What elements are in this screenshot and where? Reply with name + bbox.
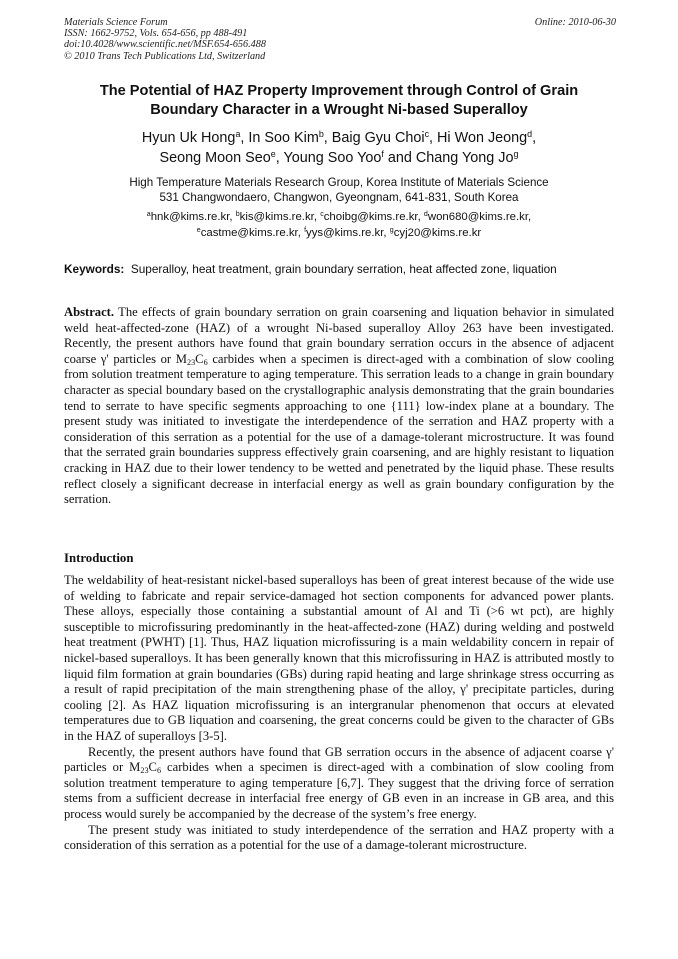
abstract-subscript: 6 <box>203 357 208 367</box>
email-address[interactable]: choibg@kims.re.kr <box>323 211 418 223</box>
formula-subscript: 6 <box>156 766 162 776</box>
paragraph: The present study was initiated to study interdependence of the serration and HAZ property with a consideration of this serration as a potential for the use of a damage-tolerant microstructure. <box>64 822 614 853</box>
keywords-label: Keywords: <box>64 262 125 276</box>
abstract-formula-c: C <box>195 351 204 366</box>
email-address[interactable]: kis@kims.re.kr <box>239 211 314 223</box>
formula-subscript: 23 <box>140 766 149 776</box>
email-list <box>64 210 614 241</box>
paper-title <box>64 82 614 119</box>
copyright-line: © 2010 Trans Tech Publications Ltd, Switzerland <box>64 50 266 62</box>
email-mark: a <box>146 211 151 219</box>
abstract-subscript: 23 <box>186 357 196 367</box>
author-name: In Soo Kim <box>248 130 319 146</box>
author-mark: c <box>424 129 430 140</box>
author-mark: g <box>513 149 519 160</box>
doi-line: doi:10.4028/www.scientific.net/MSF.654-656.488 <box>64 39 266 51</box>
abstract-text-2: carbides when a specimen is direct-aged with a combination of slow cooling from solution treatment temperature to aging temperature. This serration leads to a change in grain boundary character as special boundary based on the crystallographic analysis demonstrating that the grain boundaries tend to serrate to have specific segments approaching to one {111} low-index plane at a boundary. The present study was initiated to investigate the interdependence of the serration and HAZ property with a consideration of this serration as a potential for the use of a damage-tolerant microstructure. It was found that the serrated grain boundaries suppress effectively grain coarsening, and are highly resistant to liquation cracking in HAZ due to their lower tendency to be wetted and penetrated by the liquid phase. These results reflect closely a significant decrease in interfacial energy as well as grain boundary configuration by the serration. <box>64 351 614 507</box>
title-line-1: The Potential of HAZ Property Improvement through Control of Grain <box>99 83 579 99</box>
author-name: Baig Gyu Choi <box>331 130 425 146</box>
author-name: Hi Won Jeong <box>437 130 528 146</box>
abstract-label: Abstract. <box>64 305 115 319</box>
title-line-2: Boundary Character in a Wrought Ni-based Superalloy <box>150 101 528 118</box>
author-name: Hyun Uk Hong <box>141 130 236 146</box>
email-address[interactable]: cyj20@kims.re.kr <box>393 226 482 239</box>
email-mark: e <box>196 226 201 234</box>
email-mark: f <box>304 226 307 234</box>
email-line-2: $^e$castme@kims.re.kr, $^f$yys@kims.re.kr, $^g$cyj20@kims.re.kr <box>196 226 482 239</box>
email-mark: d <box>423 211 428 219</box>
affiliation <box>64 176 614 206</box>
author-name: Young Soo Yoo <box>283 150 382 166</box>
formula-c: C <box>148 760 157 775</box>
affiliation-line-2: 531 Changwondaero, Changwon, Gyeongnam, 641-831, South Korea <box>159 190 519 204</box>
author-name: Chang Yong Jo <box>415 150 514 166</box>
keywords-text: Superalloy, heat treatment, grain boundary serration, heat affected zone, liquation <box>130 262 557 276</box>
email-address[interactable]: won680@kims.re.kr <box>427 211 529 223</box>
journal-header <box>64 17 616 62</box>
abstract <box>64 305 614 508</box>
author-mark: e <box>270 149 276 160</box>
paragraph-text: carbides when a specimen is direct-aged with a combination of slow cooling from solution treatment temperature to aging temperature [6,7]. They suggest that the driving force of serration stems from a sufficient decrease in interfacial free energy of GB even in an increase in GB area, and this process would surely be accompanied by the decrease of the system’s free energy. <box>64 760 614 821</box>
affiliation-line-1: High Temperature Materials Research Group, Korea Institute of Materials Science <box>129 176 549 189</box>
author-line-1: Hyun Uk Hong$^a$, In Soo Kim$^b$, Baig Gyu Choi$^c$, Hi Won Jeong$^d$, <box>141 129 537 146</box>
paragraph: The weldability of heat-resistant nickel-based superalloys has been of great interest because of the wide use of welding to fabricate and repair service-damaged hot section components for advanced power plants. These alloys, especially those containing a substantial amount of Al and Ti (>6 wt pct), are highly susceptible to microfissuring predominantly in the heat-affected-zone (HAZ) during welding and postweld heat treatment (PWHT) [1]. Thus, HAZ liquation microfissuring is a main weldability concern in repair of nickel-based superalloys. It has been generally known that this microfissuring in HAZ is attributed mostly to liquid film formation at grain boundaries (GBs) during rapid heating and large shrinkage stress occurring as a result of rapid precipitation of the main strengthening phase of the alloy, γ' precipitate particles, during cooling [2]. As HAZ liquation microfissuring is an intergranular phenomenon that occurs at elevated temperatures due to GB liquation and coarsening, the great concerns could be given to the character of GBs in the HAZ of superalloys [3-5]. <box>64 573 614 743</box>
introduction-body <box>64 573 614 854</box>
email-mark: c <box>320 211 324 219</box>
online-date: Online: 2010-06-30 <box>534 17 616 28</box>
author-line-2: Seong Moon Seo$^e$, Young Soo Yoo$^f$ and Chang Yong Jo$^g$ <box>159 149 519 166</box>
abstract-text-1: The effects of grain boundary serration on grain coarsening and liquation behavior in simulated weld heat-affected-zone (HAZ) of a wrought Ni-based superalloy Alloy 263 have been investigated. Recently, the present authors have found that grain boundary serration occurs in the absence of adjacent coarse γ' particles or M <box>64 305 615 366</box>
email-address[interactable]: hnk@kims.re.kr <box>150 211 230 223</box>
issn-line: ISSN: 1662-9752, Vols. 654-656, pp 488-491 <box>64 28 248 40</box>
author-mark: b <box>318 129 324 140</box>
paragraph <box>64 745 614 823</box>
author-mark: f <box>381 149 384 160</box>
email-address[interactable]: yys@kims.re.kr <box>306 226 384 239</box>
email-address[interactable]: castme@kims.re.kr <box>200 226 298 239</box>
author-mark: a <box>235 129 241 140</box>
keywords <box>64 262 616 277</box>
email-mark: b <box>235 211 240 219</box>
journal-name: Materials Science Forum <box>64 17 168 28</box>
email-line-1: $^a$hnk@kims.re.kr, $^b$kis@kims.re.kr, $^c$choibg@kims.re.kr, $^d$won680@kims.re.kr, <box>146 211 532 223</box>
author-list <box>64 128 614 168</box>
paragraph-text: Recently, the present authors have found that GB serration occurs in the absence of adjacent coarse γ' particles or M <box>64 744 614 775</box>
author-mark: d <box>527 129 533 140</box>
email-mark: g <box>389 226 394 234</box>
author-name: Seong Moon Seo <box>159 150 271 166</box>
introduction-heading: Introduction <box>64 551 134 565</box>
